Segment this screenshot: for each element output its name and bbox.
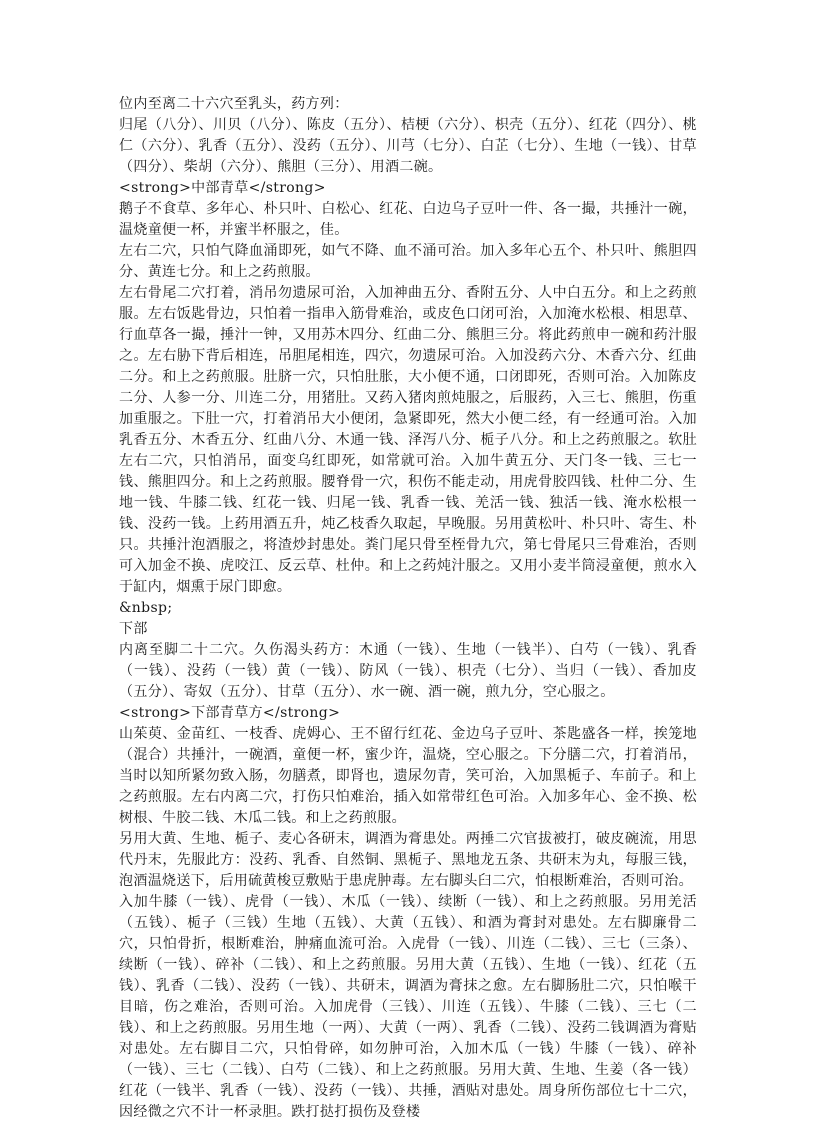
paragraph-bone-tail-points: 左右骨尾二穴打着，消吊勿遗尿可治，入加神曲五分、香附五分、人中白五分。和上之药煎服。左右饭匙骨边，只怕着一指串入筋骨难治，或皮色口闭可治，入加淹水松根、相思草、行血草各一撮，捶汁一钟，又用苏木四分、红曲二分、熊胆三分。将此药煎申一碗和药汁服之。左右胁下背后相连，吊胆尾相连，四穴，勿遗尿可治。入加没药六分、木香六分、红曲二分。和上之药煎服。肚脐一穴，只怕肚胀，大小便不通，口闭即死，否则可治。入加陈皮二分、人参一分、川连二分，用猪肚。又药入猪肉煎炖服之，后服药，入三七、熊胆，伤重加重服之。下肚一穴，打着消吊大小便闭，急紧即死，然大小便二经，有一经通可治。入加乳香五分、木香五分、红曲八分、木通一钱、泽泻八分、栀子八分。和上之药煎服之。软肚左右二穴，只怕消吊，面变乌红即死，如常就可治。入加牛黄五分、天门冬一钱、三七一钱、熊胆四分。和上之药煎服。腰脊骨一穴，积伤不能走动，用虎骨胶四钱、杜仲二分、生地一钱、牛膝二钱、红花一钱、归尾一钱、乳香一钱、羌活一钱、独活一钱、淹水松根一钱、没药一钱。上药用酒五升，炖乙枝香久取起，早晚服。另用黄松叶、朴只叶、寄生、朴只。共捶汁泡酒服之，将渣炒封患处。粪门尾只骨至桎骨九穴，第七骨尾只三骨难治，否则可入加金不换、虎咬江、反云草、杜仲。和上之药炖汁服之。又用小麦半筒浸童便，煎水入于缸内，烟熏于尿门即愈。 bbox=[119, 285, 697, 595]
section-heading-middle-herbs: <strong>中部青草</strong> bbox=[119, 180, 326, 196]
paragraph-left-right-two-points: 左右二穴，只怕气降血涌即死，如气不降、血不涌可治。加入多年心五个、朴只叶、熊胆四分、黄连七分。和上之药煎服。 bbox=[119, 243, 697, 280]
document-body bbox=[119, 94, 697, 1123]
paragraph-lower-herbs: 山茱萸、金苗红、一枝香、虎姆心、王不留行红花、金边乌子豆叶、茶匙盛各一样，挨笼地（混合）共捶汁，一碗酒，童便一杯，蜜少许，温烧，空心服之。下分膳二穴，打着消吊，当时以知所紧勿致入肠，勿膳煮，即肾也，遗尿勿青，笑可治，入加黑栀子、车前子。和上之药煎服。左右内离二穴，打伤只怕难治，插入如常带红色可治。入加多年心、金不换、松树根、牛胶二钱、木瓜二钱。和上之药煎服。 bbox=[119, 726, 697, 826]
paragraph-prescription-list: 归尾（八分）、川贝（八分）、陈皮（五分）、桔梗（六分）、枳壳（五分）、红花（四分）、桃仁（六分）、乳香（五分）、没药（五分）、川芎（七分）、白芷（七分）、生地（一钱）、甘草（四分）、柴胡（六分）、熊胆（三分）、用酒二碗。 bbox=[119, 117, 697, 175]
section-heading-lower-part: 下部 bbox=[119, 621, 148, 637]
paragraph-external-plaster: 另用大黄、生地、栀子、麦心各研末，调酒为膏患处。两捶二穴官拔被打，破皮碗流，用思代丹末，先服此方：没药、乳香、自然铜、黑栀子、黑地龙五条、共研末为丸，每服三钱，泡酒温烧送下，后用硫黄梭豆敷贴于患虎肿毒。左右脚头臼二穴，怕根断难治，否则可治。 bbox=[119, 831, 697, 889]
paragraph-leg-treatments: 入加牛膝（一钱）、虎骨（一钱）、木瓜（一钱）、续断（一钱）、和上之药煎服。另用羌活（五钱）、栀子（三钱）生地（五钱）、大黄（五钱）、和酒为膏封对患处。左右脚廉骨二穴，只怕骨折，根断难治，肿痛血流可治。入虎骨（一钱）、川连（二钱）、三七（三条）、续断（一钱）、碎补（二钱）、和上之药煎服。另用大黄（五钱）、生地（一钱）、红花（五钱）、乳香（二钱）、没药（一钱）、共研末，调酒为膏抹之愈。左右脚肠肚二穴，只怕喉干目暗，伤之难治，否则可治。入加虎骨（三钱）、川连（五钱）、牛膝（二钱）、三七（二钱）、和上之药煎服。另用生地（一两）、大黄（一两）、乳香（二钱）、没药二钱调酒为膏贴对患处。左右脚目二穴，只怕骨碎，如勿肿可治，入加木瓜（一钱）牛膝（一钱）、碎补（一钱）、三七（二钱）、白芍（二钱）、和上之药煎服。另用大黄、生地、生姜（各一钱）红花（一钱半、乳香（一钱）、没药（一钱）、共捶，酒贴对患处。周身所伤部位七十二穴，因经微之穴不计一杯录胆。跌打挞打损伤及登楼 bbox=[119, 894, 697, 1120]
section-heading-lower-herbs: <strong>下部青草方</strong> bbox=[119, 705, 341, 721]
paragraph-middle-herbs: 鹅子不食草、多年心、朴只叶、白松心、红花、白边乌子豆叶一件、各一撮，共捶汁一碗，温烧童便一杯，并蜜半杯服之，佳。 bbox=[119, 201, 697, 238]
paragraph-lower-prescription: 内离至脚二十二穴。久伤渴头药方：木通（一钱）、生地（一钱半）、白芍（一钱）、乳香（一钱）、没药（一钱）黄（一钱）、防风（一钱）、枳壳（七分）、当归（一钱）、香加皮（五分）、寄奴（五分）、甘草（五分）、水一碗、酒一碗，煎九分，空心服之。 bbox=[119, 642, 697, 700]
paragraph-intro: 位内至离二十六穴至乳头，药方列： bbox=[119, 96, 349, 112]
paragraph-nbsp: &nbsp; bbox=[119, 600, 173, 616]
